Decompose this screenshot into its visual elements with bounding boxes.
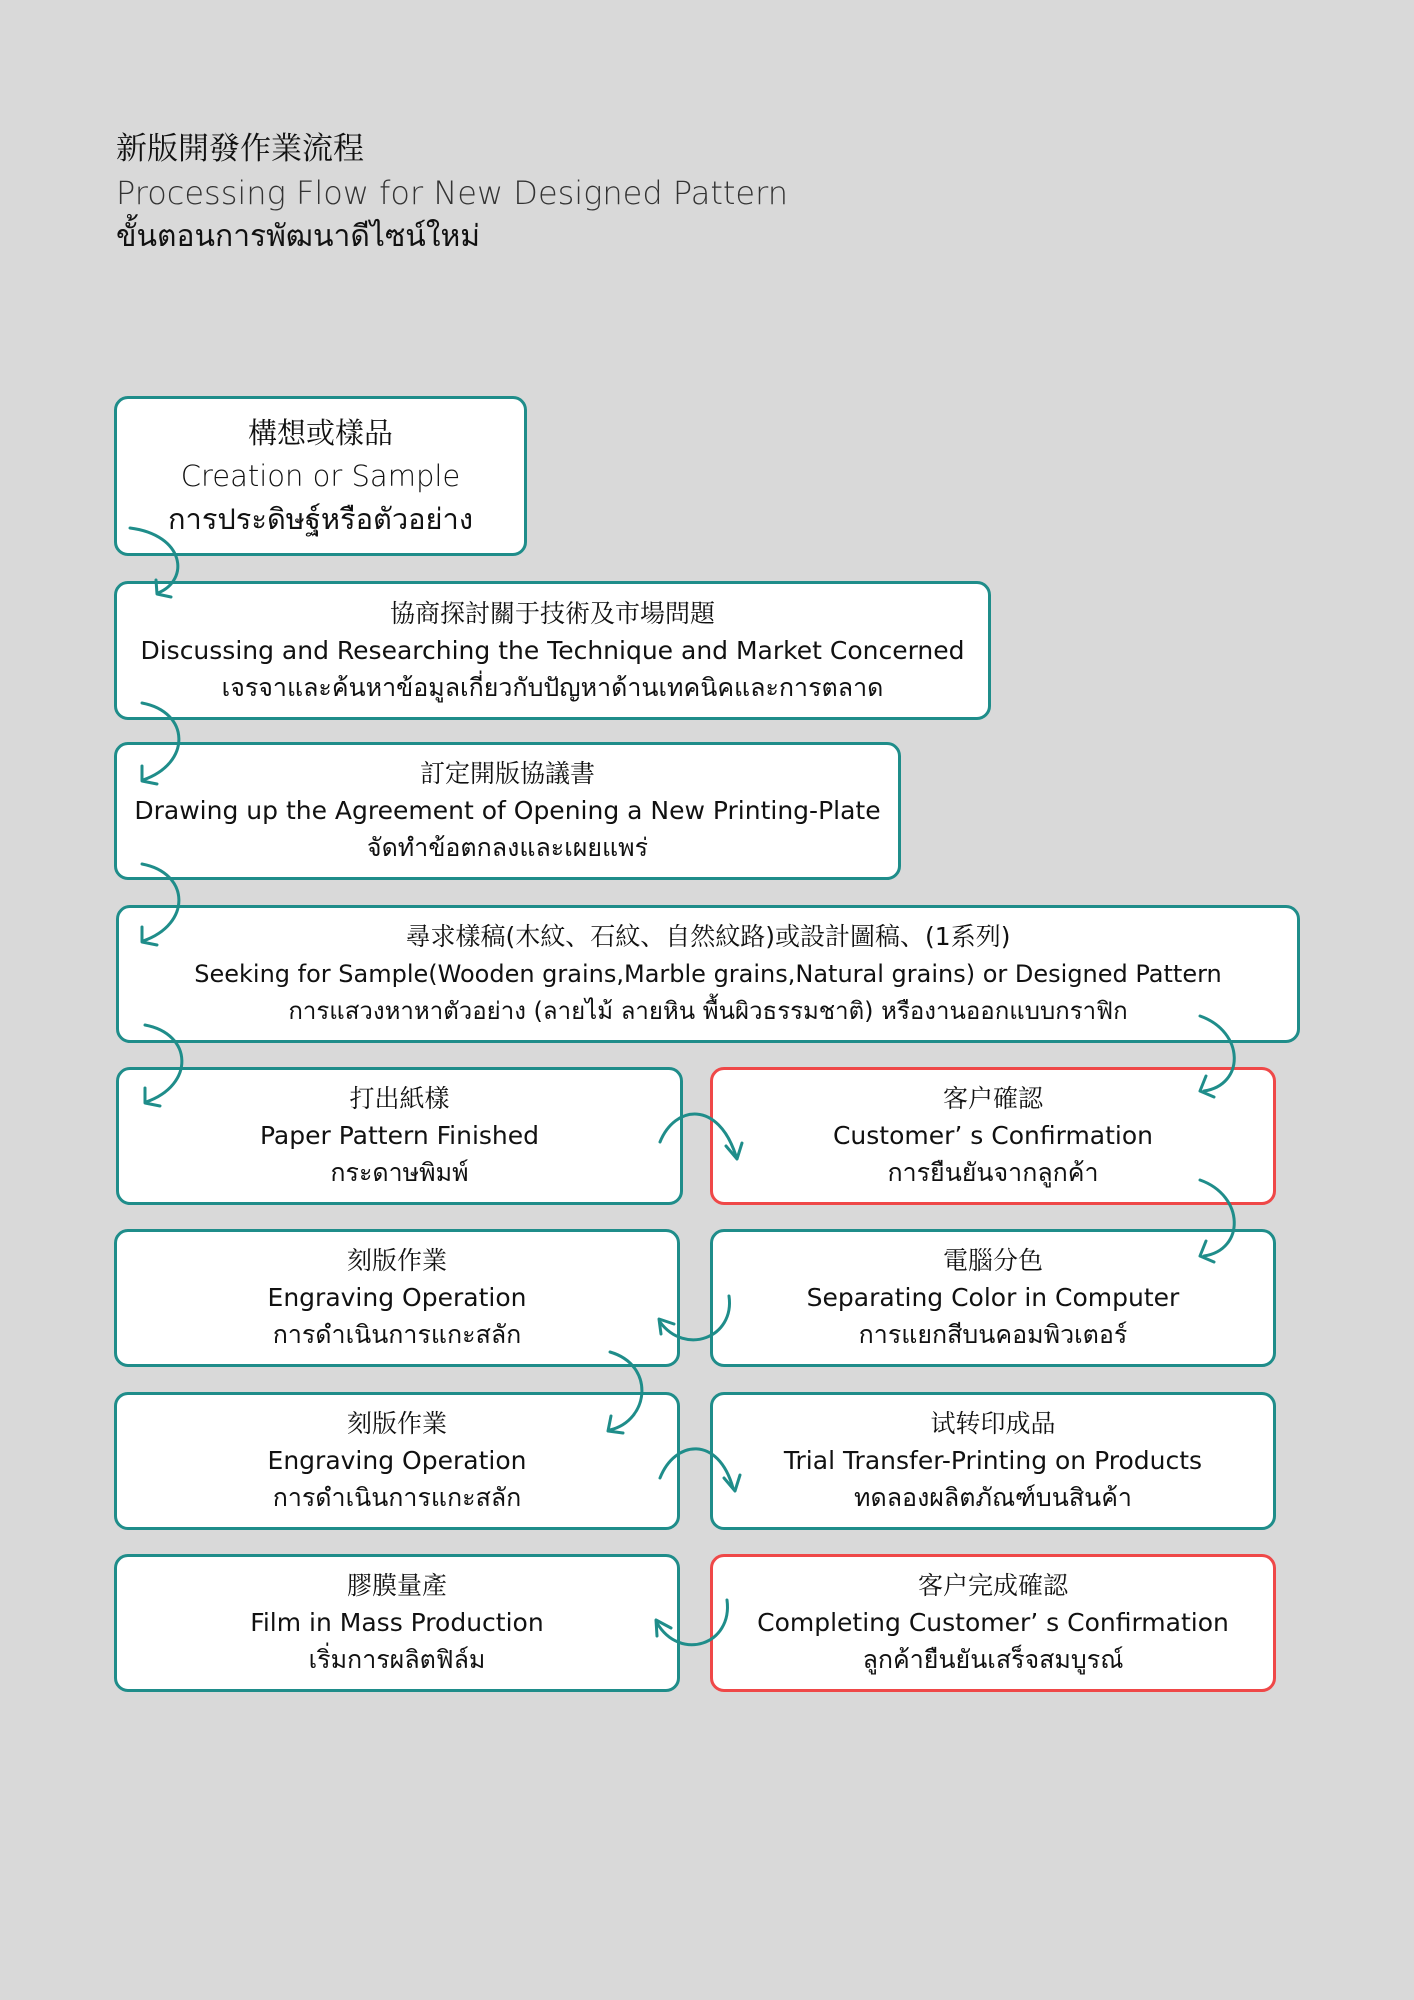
step-label-en: Separating Color in Computer	[806, 1283, 1180, 1312]
step-label-th: จัดทำข้อตกลงและเผยแพร่	[366, 833, 649, 862]
step-label-zh: 電腦分色	[942, 1246, 1043, 1275]
step-creation-or-sample	[114, 396, 527, 556]
step-film-mass-production	[114, 1554, 680, 1692]
title-thai: ขั้นตอนการพัฒนาดีไซน์ใหม่	[116, 219, 481, 254]
step-separating-color	[710, 1229, 1276, 1367]
step-label-th: การดำเนินการแกะสลัก	[272, 1483, 522, 1512]
step-label-th: เริ่มการผลิตฟิล์ม	[308, 1645, 486, 1674]
step-label-zh: 協商探討關于技術及市場問題	[389, 598, 715, 628]
step-seeking-sample	[116, 905, 1300, 1043]
step-customer-confirmation	[710, 1067, 1276, 1205]
step-trial-transfer-printing	[710, 1392, 1276, 1530]
title-english: Processing Flow for New Designed Pattern	[116, 174, 788, 212]
step-label-en: Customer’ s Confirmation	[832, 1121, 1154, 1150]
page-title	[116, 128, 788, 258]
step-label-en: Trial Transfer-Printing on Products	[783, 1446, 1203, 1475]
step-label-zh: 刻版作業	[346, 1409, 447, 1438]
step-drawing-up-agreement	[114, 742, 901, 880]
step-label-th: การดำเนินการแกะสลัก	[272, 1320, 522, 1349]
step-label-zh: 打出紙樣	[349, 1084, 450, 1113]
step-label-zh: 刻版作業	[346, 1246, 447, 1275]
step-label-th: ทดลองผลิตภัณฑ์บนสินค้า	[854, 1483, 1132, 1512]
step-label-th: การแสวงหาหาตัวอย่าง (ลายไม้ ลายหิน พื้นผิวธรรมชาติ) หรืองานออกแบบกราฟิก	[288, 997, 1128, 1025]
step-label-zh: 客户完成確認	[917, 1571, 1068, 1600]
step-engraving-operation-1	[114, 1229, 680, 1367]
step-label-en: Seeking for Sample(Wooden grains,Marble grains,Natural grains) or Designed Pattern	[194, 960, 1222, 988]
step-label-en: Paper Pattern Finished	[259, 1121, 540, 1150]
step-label-en: Creation or Sample	[180, 459, 461, 493]
step-label-en: Drawing up the Agreement of Opening a New Printing-Plate	[134, 796, 881, 825]
title-chinese: 新版開發作業流程	[116, 131, 364, 167]
step-label-th: เจรจาและค้นหาข้อมูลเกี่ยวกับปัญหาด้านเทคนิคและการตลาด	[221, 672, 884, 702]
step-label-th: ลูกค้ายืนยันเสร็จสมบูรณ์	[862, 1645, 1124, 1674]
step-engraving-operation-2	[114, 1392, 680, 1530]
step-label-en: Engraving Operation	[267, 1446, 527, 1475]
step-completing-customer-confirmation	[710, 1554, 1276, 1692]
step-label-th: การยืนยันจากลูกค้า	[887, 1158, 1099, 1187]
step-label-zh: 膠膜量產	[346, 1571, 447, 1600]
step-discussing-researching	[114, 581, 991, 720]
step-label-zh: 试转印成品	[930, 1409, 1056, 1438]
step-label-zh: 尋求樣稿(木紋、石紋、自然紋路)或設計圖稿、(1系列)	[405, 922, 1011, 951]
step-label-en: Completing Customer’ s Confirmation	[757, 1608, 1229, 1637]
step-label-zh: 客户確認	[942, 1084, 1043, 1113]
step-label-en: Engraving Operation	[267, 1283, 527, 1312]
step-label-zh: 訂定開版協議書	[419, 759, 595, 788]
step-label-th: การประดิษฐ์หรือตัวอย่าง	[167, 502, 473, 536]
step-paper-pattern	[116, 1067, 683, 1205]
step-label-zh: 構想或樣品	[247, 416, 393, 450]
step-label-th: กระดาษพิมพ์	[330, 1158, 469, 1187]
step-label-th: การแยกสีบนคอมพิวเตอร์	[858, 1320, 1128, 1349]
step-label-en: Discussing and Researching the Technique and Market Concerned	[140, 635, 965, 665]
step-label-en: Film in Mass Production	[250, 1608, 544, 1637]
